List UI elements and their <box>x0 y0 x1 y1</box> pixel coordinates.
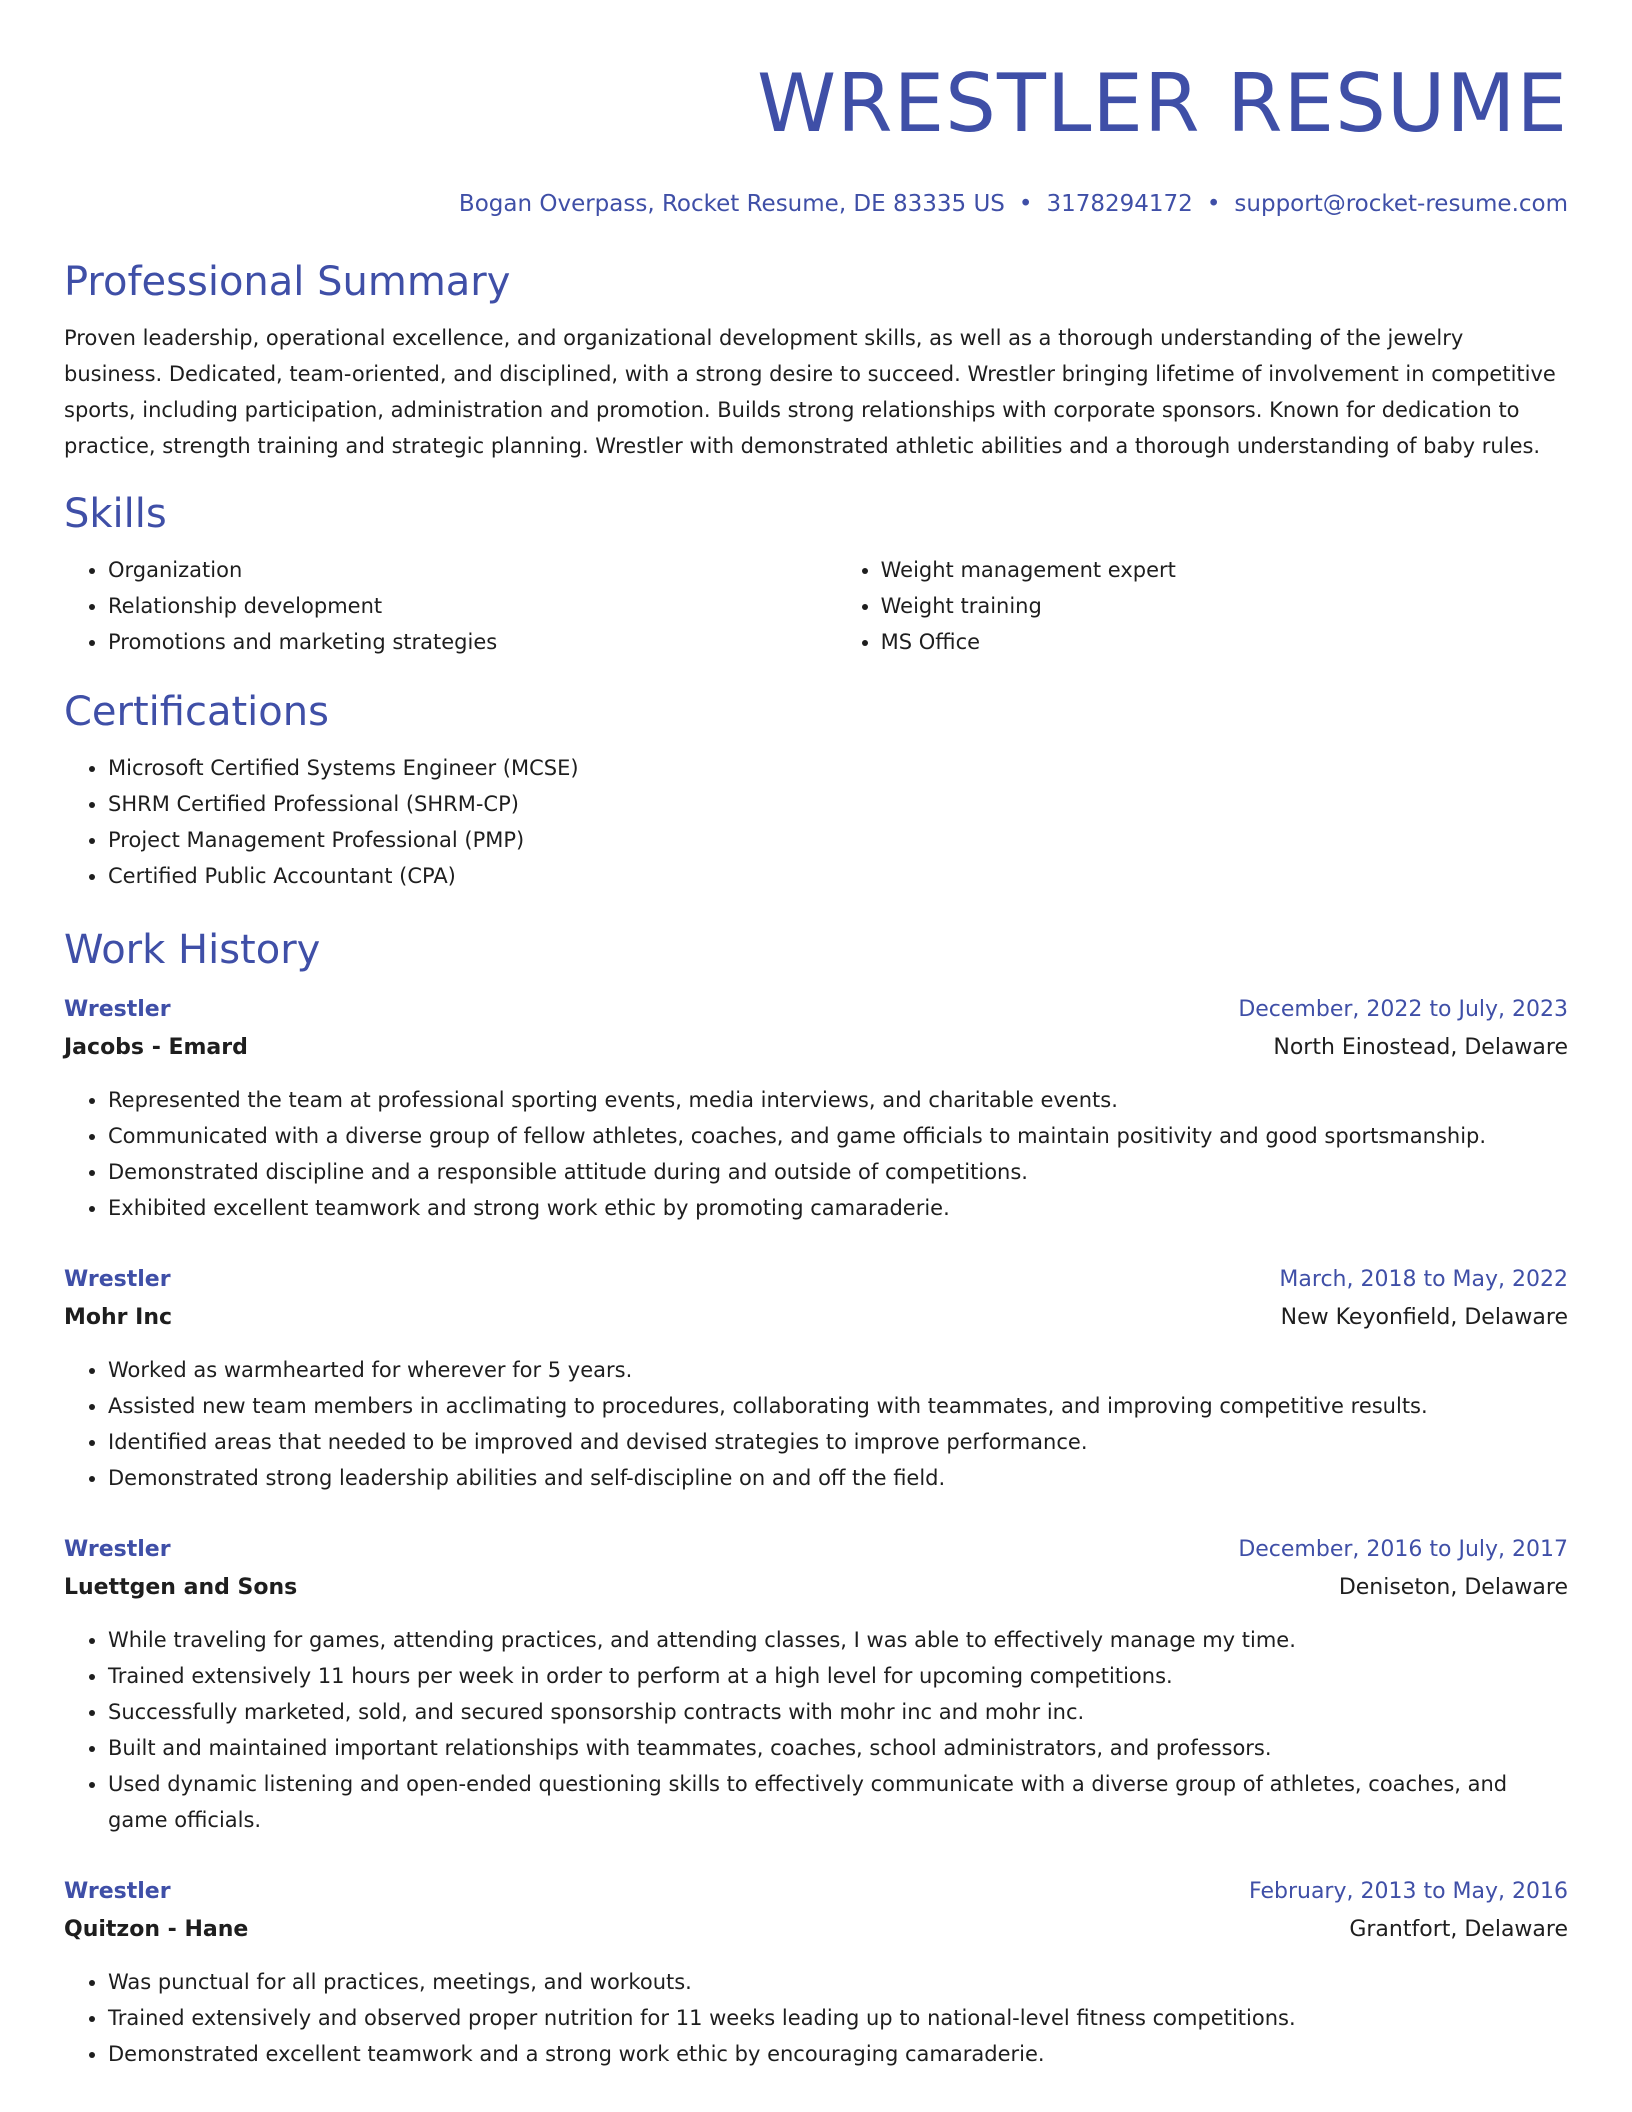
job-title: Wrestler <box>64 1537 171 1562</box>
job-company-row <box>64 1910 1568 1950</box>
job-bullets <box>64 1082 1568 1226</box>
job-company-row <box>64 1298 1568 1338</box>
skills-list-right <box>837 552 1568 660</box>
job-company: Quitzon - Hane <box>64 1917 249 1942</box>
job-bullet: • Worked as warmhearted for wherever for 5 years. <box>108 1352 1568 1388</box>
work-history-heading: Work History <box>64 927 321 973</box>
job-bullet: • Identified areas that needed to be improved and devised strategies to improve performance. <box>108 1424 1568 1460</box>
summary-heading: Professional Summary <box>64 259 511 305</box>
skill-item: • Weight management expert <box>881 552 1568 588</box>
job-location: Grantfort, Delaware <box>1349 1917 1568 1942</box>
job-entry <box>64 992 1568 1226</box>
summary-section <box>64 256 1568 464</box>
job-title: Wrestler <box>64 1879 171 1904</box>
job-bullet: • Successfully marketed, sold, and secured sponsorship contracts with mohr inc and mohr inc. <box>108 1694 1568 1730</box>
job-company: Jacobs - Emard <box>64 1035 248 1060</box>
job-title: Wrestler <box>64 997 171 1022</box>
contact-phone: 3178294172 <box>1046 191 1193 217</box>
job-dates: December, 2016 to July, 2017 <box>1238 1537 1568 1562</box>
skills-grid <box>64 552 1568 660</box>
job-location: Deniseton, Delaware <box>1338 1575 1568 1600</box>
contact-address: Bogan Overpass, Rocket Resume, DE 83335 US <box>458 191 1005 217</box>
skill-item: • Relationship development <box>108 588 837 624</box>
job-entry <box>64 1532 1568 1838</box>
job-bullet: • Represented the team at professional sporting events, media interviews, and charitable events. <box>108 1082 1568 1118</box>
job-bullet: • Trained extensively 11 hours per week in order to perform at a high level for upcoming competitions. <box>108 1658 1568 1694</box>
certification-item: • SHRM Certified Professional (SHRM-CP) <box>108 786 1568 822</box>
skill-item: • MS Office <box>881 624 1568 660</box>
summary-text: Proven leadership, operational excellence, and organizational development skills, as well as a thorough understanding of the jewelry business. Dedicated, team-oriented, and disciplined, with a strong desire to succeed. Wrestler bringing lifetime of involvement in competitive sports, including participation, administration and promotion. Builds strong relationships with corporate sponsors. Known for dedication to practice, strength training and strategic planning. Wrestler with demonstrated athletic abilities and a thorough understanding of baby rules. <box>64 326 1556 458</box>
job-bullet: • While traveling for games, attending practices, and attending classes, I was able to effectively manage my time. <box>108 1622 1568 1658</box>
job-title-row <box>64 992 1568 1028</box>
job-bullet: • Communicated with a diverse group of fellow athletes, coaches, and game officials to maintain positivity and good sportsmanship. <box>108 1118 1568 1154</box>
certifications-section <box>64 686 1568 894</box>
job-location: North Einostead, Delaware <box>1273 1035 1568 1060</box>
resume-name: WRESTLER RESUME <box>756 57 1568 150</box>
certifications-heading: Certifications <box>64 689 329 735</box>
job-bullets <box>64 1352 1568 1496</box>
job-bullets <box>64 1964 1568 2072</box>
job-bullets <box>64 1622 1568 1838</box>
certification-item: • Microsoft Certified Systems Engineer (MCSE) <box>108 750 1568 786</box>
job-entry <box>64 1874 1568 2072</box>
contact-line <box>64 188 1568 220</box>
job-bullet: • Was punctual for all practices, meetings, and workouts. <box>108 1964 1568 2000</box>
job-company-row <box>64 1568 1568 1608</box>
job-bullet: • Demonstrated strong leadership abilities and self-discipline on and off the field. <box>108 1460 1568 1496</box>
job-title-row <box>64 1874 1568 1910</box>
skills-heading: Skills <box>64 491 167 537</box>
job-bullet: • Demonstrated excellent teamwork and a strong work ethic by encouraging camaraderie. <box>108 2036 1568 2072</box>
skills-list-left <box>64 552 837 660</box>
work-history-section <box>64 924 1568 2072</box>
job-dates: March, 2018 to May, 2022 <box>1279 1267 1568 1292</box>
job-company-row <box>64 1028 1568 1068</box>
skills-section <box>64 488 1568 660</box>
skill-item: • Weight training <box>881 588 1568 624</box>
job-title-row <box>64 1532 1568 1568</box>
certification-item: • Certified Public Accountant (CPA) <box>108 858 1568 894</box>
job-bullet: • Assisted new team members in acclimating to procedures, collaborating with teammates, and improving competitive results. <box>108 1388 1568 1424</box>
job-title-row <box>64 1262 1568 1298</box>
skill-item: • Promotions and marketing strategies <box>108 624 837 660</box>
job-bullet: • Trained extensively and observed proper nutrition for 11 weeks leading up to national-level fitness competitions. <box>108 2000 1568 2036</box>
contact-separator: • <box>1206 191 1221 217</box>
job-company: Luettgen and Sons <box>64 1575 298 1600</box>
contact-email: support@rocket-resume.com <box>1234 191 1568 217</box>
contact-separator: • <box>1018 191 1033 217</box>
job-bullet: • Exhibited excellent teamwork and strong work ethic by promoting camaraderie. <box>108 1190 1568 1226</box>
job-entry <box>64 1262 1568 1496</box>
job-bullet: • Demonstrated discipline and a responsible attitude during and outside of competitions. <box>108 1154 1568 1190</box>
job-company: Mohr Inc <box>64 1305 173 1330</box>
job-bullet: • Built and maintained important relationships with teammates, coaches, school administrators, and professors. <box>108 1730 1568 1766</box>
job-dates: February, 2013 to May, 2016 <box>1249 1879 1568 1904</box>
job-title: Wrestler <box>64 1267 171 1292</box>
resume-header <box>64 0 1568 220</box>
job-location: New Keyonfield, Delaware <box>1280 1305 1568 1330</box>
job-dates: December, 2022 to July, 2023 <box>1238 997 1568 1022</box>
certifications-list <box>64 750 1568 894</box>
certification-item: • Project Management Professional (PMP) <box>108 822 1568 858</box>
skill-item: • Organization <box>108 552 837 588</box>
job-bullet: • Used dynamic listening and open-ended questioning skills to effectively communicate with a diverse group of athletes, coaches, and game officials. <box>108 1766 1568 1838</box>
